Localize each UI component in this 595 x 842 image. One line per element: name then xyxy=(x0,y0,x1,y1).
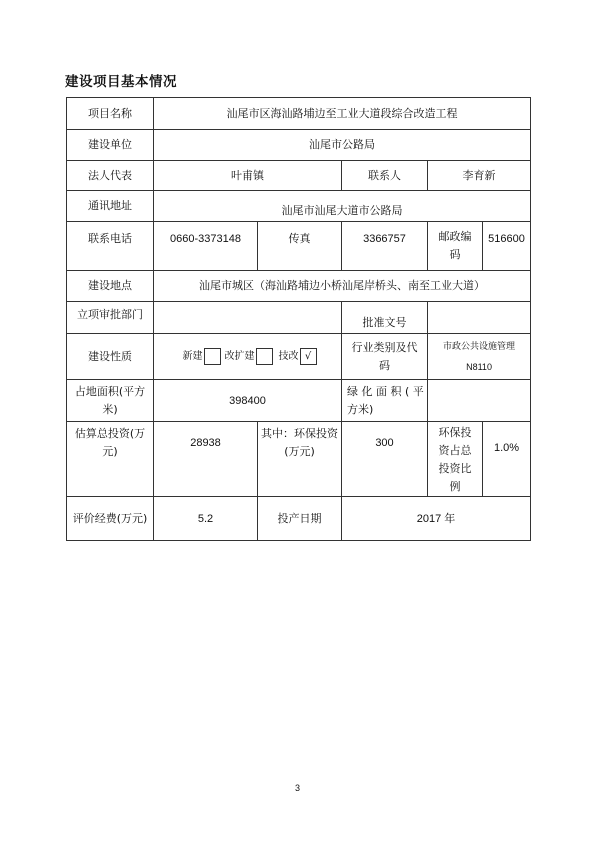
builder-label: 建设单位 xyxy=(67,130,154,161)
fax-label: 传真 xyxy=(258,222,342,271)
page-number: 3 xyxy=(294,783,300,793)
row-location xyxy=(67,271,531,302)
nature-expand-checkbox[interactable] xyxy=(256,348,273,365)
section-title: 建设项目基本情况 xyxy=(65,74,177,90)
row-area xyxy=(67,380,531,422)
env-ratio-value: 1.0% xyxy=(483,422,531,497)
postcode-value: 516600 xyxy=(483,222,531,271)
row-project-name xyxy=(67,98,531,130)
fax-value: 3366757 xyxy=(342,222,428,271)
builder-value: 汕尾市公路局 xyxy=(154,130,531,161)
row-legal-rep xyxy=(67,161,531,191)
approval-dept-value xyxy=(154,302,342,334)
row-fee xyxy=(67,497,531,541)
eval-fee-value: 5.2 xyxy=(154,497,258,541)
location-label: 建设地点 xyxy=(67,271,154,302)
industry-value xyxy=(428,334,531,380)
project-name-value: 汕尾市区海汕路埔边至工业大道段综合改造工程 xyxy=(154,98,531,130)
green-area-value xyxy=(428,380,531,422)
address-label: 通讯地址 xyxy=(67,191,154,222)
project-name-label: 项目名称 xyxy=(67,98,154,130)
phone-value: 0660-3373148 xyxy=(154,222,258,271)
project-info-table xyxy=(66,97,531,541)
nature-expand-label: 改扩建 xyxy=(224,350,255,362)
approval-no-label: 批准文号 xyxy=(342,302,428,334)
nature-label: 建设性质 xyxy=(67,334,154,380)
legal-rep-label: 法人代表 xyxy=(67,161,154,191)
location-value: 汕尾市城区（海汕路埔边小桥汕尾岸桥头、南至工业大道） xyxy=(154,271,531,302)
row-investment xyxy=(67,422,531,497)
industry-label: 行业类别及代码 xyxy=(342,334,428,380)
operation-date-label: 投产日期 xyxy=(258,497,342,541)
approval-dept-label: 立项审批部门 xyxy=(67,302,154,334)
operation-date-value: 2017 年 xyxy=(342,497,531,541)
row-phone xyxy=(67,222,531,271)
row-approval xyxy=(67,302,531,334)
total-invest-label: 估算总投资(万元) xyxy=(67,422,154,497)
phone-label: 联系电话 xyxy=(67,222,154,271)
green-area-label: 绿 化 面 积 ( 平方米) xyxy=(342,380,428,422)
env-invest-label: 其中：环保投资(万元) xyxy=(258,422,342,497)
contact-label: 联系人 xyxy=(342,161,428,191)
eval-fee-label: 评价经费(万元) xyxy=(67,497,154,541)
nature-new-checkbox[interactable] xyxy=(204,348,221,365)
legal-rep-value: 叶甫镇 xyxy=(154,161,342,191)
contact-value: 李育新 xyxy=(428,161,531,191)
nature-tech-label: 技改 xyxy=(278,350,299,362)
total-invest-value: 28938 xyxy=(154,422,258,497)
env-invest-value: 300 xyxy=(342,422,428,497)
row-builder xyxy=(67,130,531,161)
nature-new-label: 新建 xyxy=(182,350,203,362)
nature-tech-checkbox[interactable]: √ xyxy=(300,348,317,365)
env-ratio-label: 环保投资占总投资比例 xyxy=(428,422,483,497)
land-area-label: 占地面积(平方米) xyxy=(67,380,154,422)
land-area-value: 398400 xyxy=(154,380,342,422)
postcode-label: 邮政编码 xyxy=(428,222,483,271)
address-value: 汕尾市汕尾大道市公路局 xyxy=(154,191,531,222)
approval-no-value xyxy=(428,302,531,334)
industry-value-line1: 市政公共设施管理 xyxy=(443,341,516,352)
nature-options xyxy=(154,334,342,380)
industry-value-line2: N8110 xyxy=(466,361,492,372)
row-nature xyxy=(67,334,531,380)
row-address xyxy=(67,191,531,222)
